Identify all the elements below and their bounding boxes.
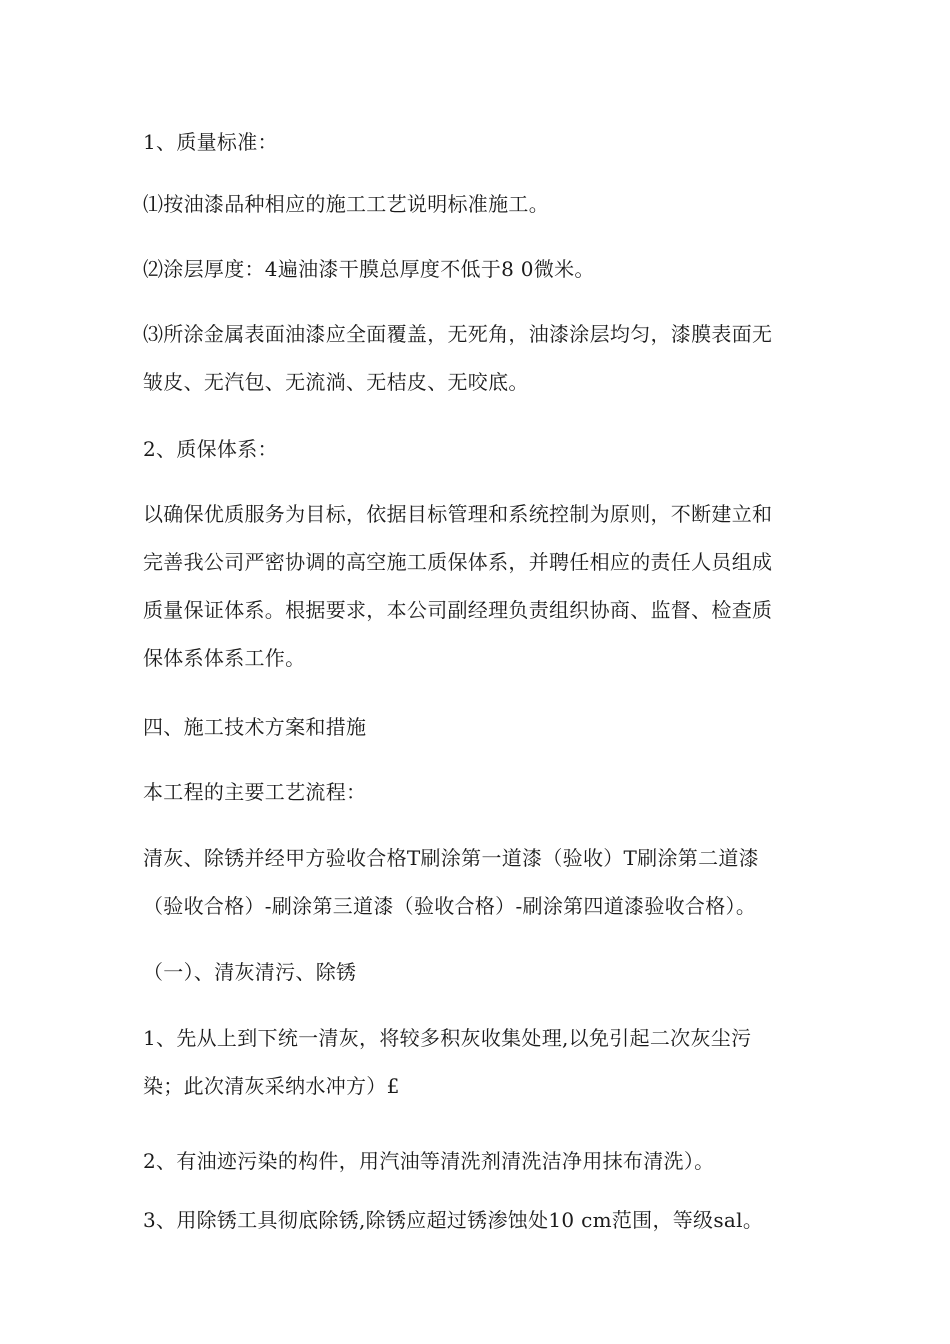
cleaning-step-3 <box>143 1196 823 1244</box>
cleaning-step-2 <box>143 1137 823 1185</box>
text-line: 清灰、除锈并经甲方验收合格T刷涂第一道漆（验收）T刷涂第二道漆 <box>143 846 759 870</box>
heading-quality-standard <box>143 118 823 166</box>
heading-quality-system <box>143 425 823 473</box>
list-item-3 <box>143 310 823 406</box>
text-line: 本工程的主要工艺流程： <box>143 780 367 804</box>
list-item-1 <box>143 180 823 228</box>
text-line: 完善我公司严密协调的高空施工质保体系，并聘任相应的责任人员组成 <box>143 550 773 574</box>
text-line: 1、先从上到下统一清灰，将较多积灰收集处理,以免引起二次灰尘污 <box>143 1026 752 1050</box>
cleaning-step-1 <box>143 1014 823 1110</box>
text-line: 保体系体系工作。 <box>143 646 306 670</box>
text-line: 皱皮、无汽包、无流淌、无桔皮、无咬底。 <box>143 370 529 394</box>
text-line: 染；此次清灰采纳水冲方）£ <box>143 1074 400 1098</box>
text-line: 2、质保体系： <box>143 437 278 461</box>
heading-process-flow <box>143 768 823 816</box>
list-item-2 <box>143 245 823 293</box>
paragraph-process-flow <box>143 834 823 930</box>
text-line: ⑶所涂金属表面油漆应全面覆盖，无死角，油漆涂层均匀，漆膜表面无 <box>143 322 773 346</box>
text-line: 以确保优质服务为目标，依据目标管理和系统控制为原则，不断建立和 <box>143 502 773 526</box>
text-line: 四、施工技术方案和措施 <box>143 715 367 739</box>
text-line: 1、质量标准： <box>143 130 278 154</box>
text-line: 3、用除锈工具彻底除锈,除锈应超过锈渗蚀处10 cm范围，等级sal。 <box>143 1208 764 1232</box>
section-heading-construction <box>143 703 823 751</box>
text-line: ⑵涂层厚度：4遍油漆干膜总厚度不低于8 0微米。 <box>143 257 595 281</box>
text-line: ⑴按油漆品种相应的施工工艺说明标准施工。 <box>143 192 549 216</box>
text-line: （验收合格）-刷涂第三道漆（验收合格）-刷涂第四道漆验收合格）。 <box>143 894 757 918</box>
paragraph-quality-system <box>143 490 823 682</box>
text-line: （一）、清灰清污、除锈 <box>143 960 357 984</box>
text-line: 质量保证体系。根据要求，本公司副经理负责组织协商、监督、检查质 <box>143 598 773 622</box>
text-line: 2、有油迹污染的构件，用汽油等清洗剂清洗洁净用抹布清洗）。 <box>143 1149 715 1173</box>
subsection-heading-cleaning <box>143 948 823 996</box>
